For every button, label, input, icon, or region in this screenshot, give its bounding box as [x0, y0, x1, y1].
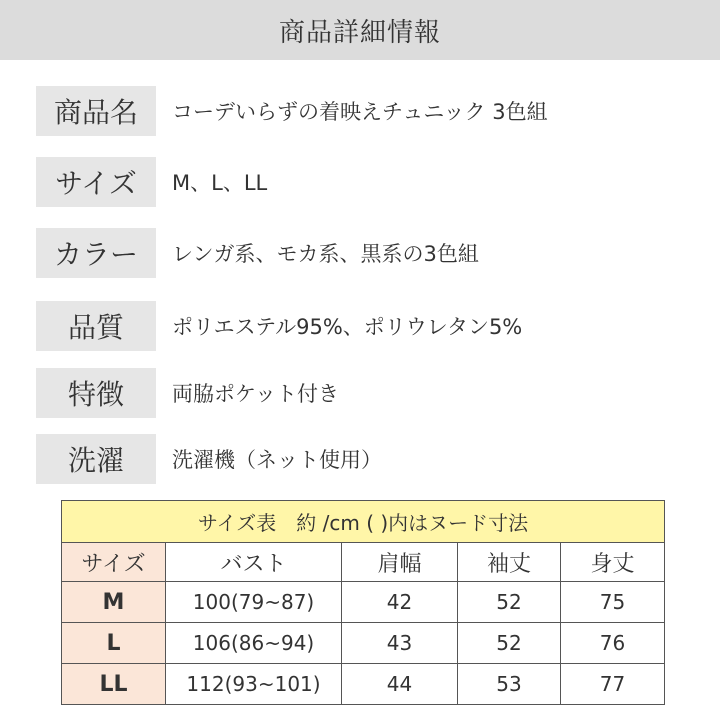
table-cell: 106(86~94)	[166, 623, 342, 664]
page-header	[0, 0, 720, 60]
size-table-caption: サイズ表 約 /cm ( )内はヌード寸法	[62, 501, 665, 543]
table-row	[62, 664, 665, 705]
column-header: バスト	[166, 543, 342, 582]
table-row	[62, 623, 665, 664]
table-cell: 77	[561, 664, 665, 705]
table-cell: 53	[458, 664, 561, 705]
column-header: 身丈	[561, 543, 665, 582]
table-cell: 100(79~87)	[166, 582, 342, 623]
spec-row-features	[36, 368, 686, 418]
spec-value: M、L、LL	[172, 171, 268, 195]
spec-row-material	[36, 301, 686, 351]
table-cell: 112(93~101)	[166, 664, 342, 705]
spec-row-product-name	[36, 86, 686, 136]
spec-value: 洗濯機（ネット使用）	[172, 448, 382, 472]
size-cell: LL	[62, 664, 166, 705]
size-table-caption-row	[62, 501, 665, 543]
size-table-header-row	[62, 543, 665, 582]
size-table	[61, 500, 665, 705]
table-row	[62, 582, 665, 623]
page-title: 商品詳細情報	[278, 17, 441, 48]
table-cell: 43	[342, 623, 458, 664]
spec-row-washing	[36, 434, 686, 484]
column-header: 肩幅	[342, 543, 458, 582]
table-cell: 52	[458, 582, 561, 623]
spec-label: サイズ	[36, 157, 156, 207]
spec-label: カラー	[36, 228, 156, 278]
table-cell: 75	[561, 582, 665, 623]
spec-value: コーデいらずの着映えチュニック 3色組	[172, 100, 548, 124]
table-cell: 76	[561, 623, 665, 664]
table-cell: 44	[342, 664, 458, 705]
spec-label: 品質	[36, 301, 156, 351]
spec-label: 商品名	[36, 86, 156, 136]
column-header: 袖丈	[458, 543, 561, 582]
spec-value: ポリエステル95%、ポリウレタン5%	[172, 315, 523, 339]
table-cell: 42	[342, 582, 458, 623]
size-cell: L	[62, 623, 166, 664]
table-cell: 52	[458, 623, 561, 664]
spec-row-color	[36, 228, 686, 278]
spec-label: 洗濯	[36, 434, 156, 484]
spec-value: レンガ系、モカ系、黒系の3色組	[172, 242, 479, 266]
column-header: サイズ	[62, 543, 166, 582]
spec-value: 両脇ポケット付き	[172, 382, 339, 406]
spec-label: 特徴	[36, 368, 156, 418]
spec-row-size	[36, 157, 686, 207]
size-cell: M	[62, 582, 166, 623]
